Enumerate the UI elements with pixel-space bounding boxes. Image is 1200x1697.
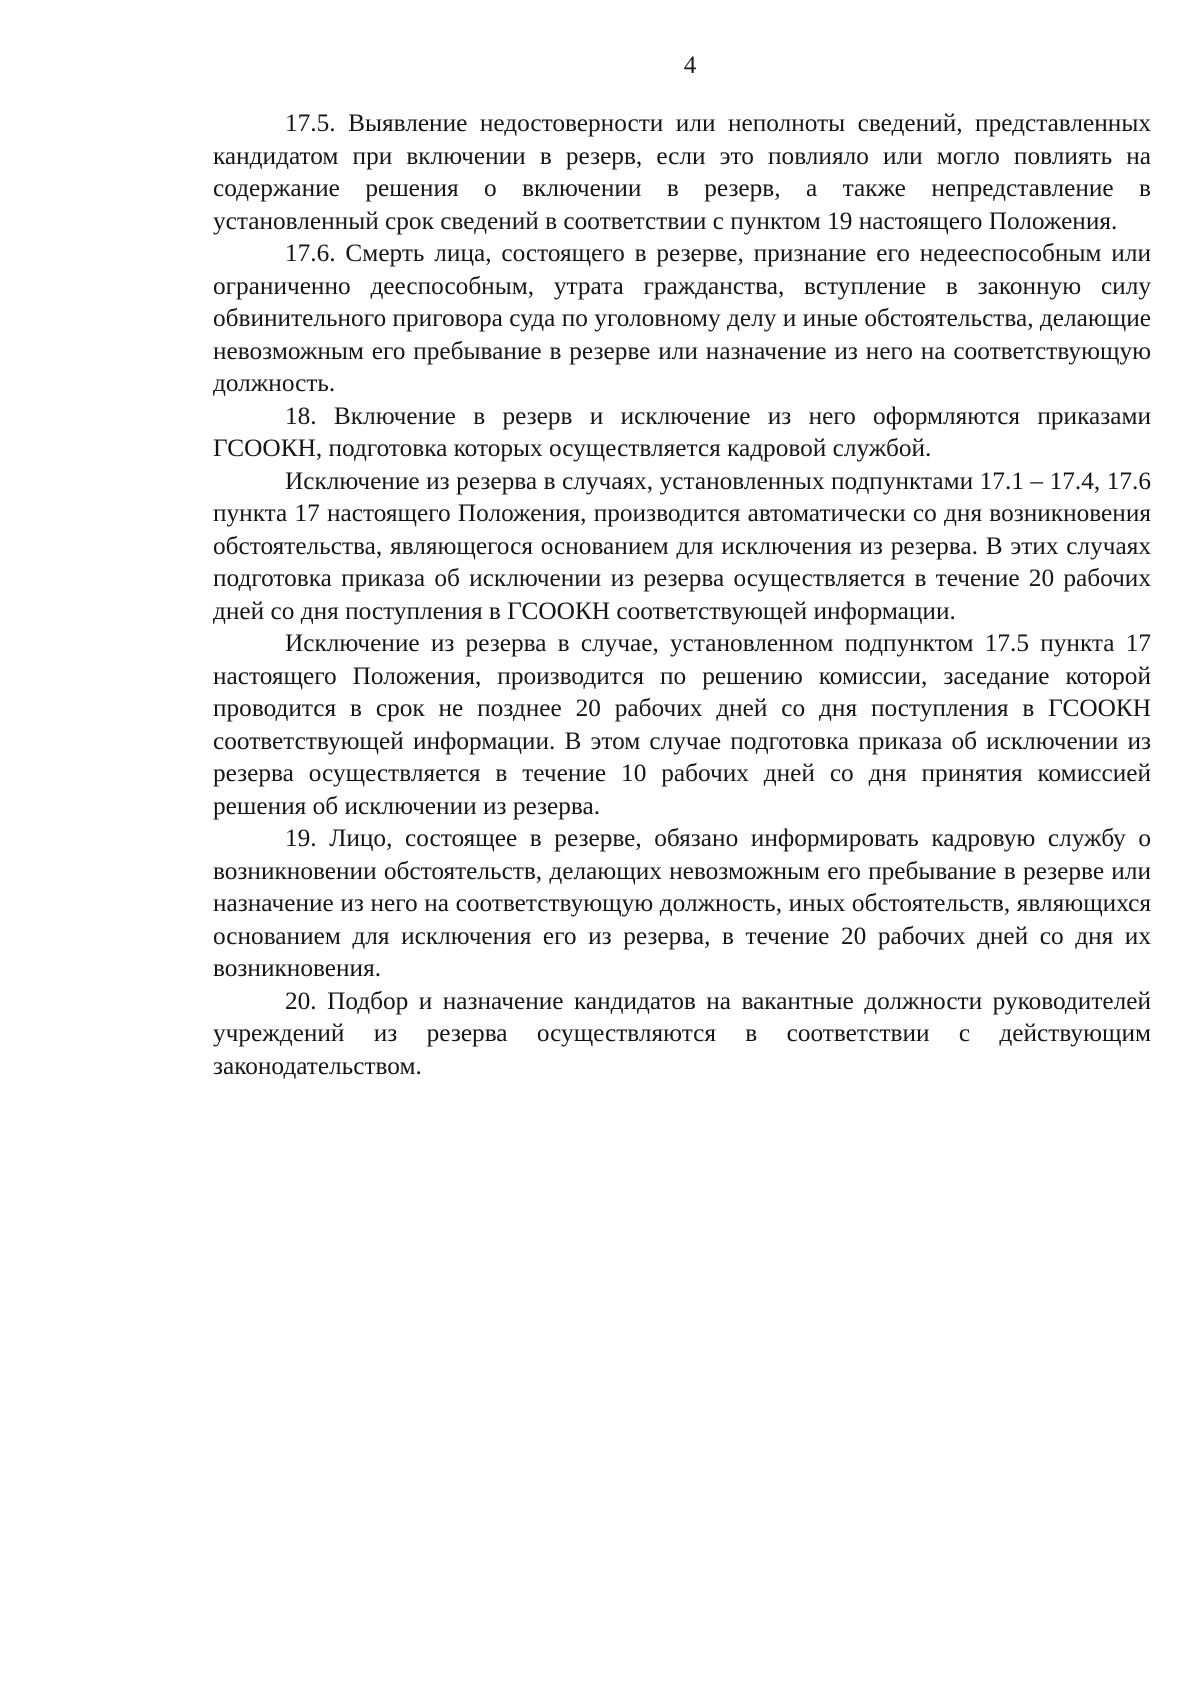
page-number: 4 [683,52,697,79]
paragraph-exclusion-commission: Исключение из резерва в случае, установленном подпунктом 17.5 пункта 17 настоящего Положения, производится по решению комиссии, заседание которой проводится в срок не позднее 20 рабочих дней со дня поступления в ГСООКН соответствующей информации. В этом случае подготовка приказа об исключении из резерва осуществляется в течение 10 рабочих дней со дня принятия комиссией решения об исключении из резерва. [213,629,1151,820]
paragraph-20: 20. Подбор и назначение кандидатов на вакантные должности руководителей учреждений из резерва осуществляются в соответствии с действующим законодательством. [213,986,1151,1080]
paragraph-17-5: 17.5. Выявление недостоверности или неполноты сведений, представленных кандидатом при включении в резерв, если это повлияло или могло повлиять на содержание решения о включении в резерв, а также непредставление в установленный срок сведений в соответствии с пунктом 19 настоящего Положения. [213,109,1151,235]
paragraph-exclusion-automatic: Исключение из резерва в случаях, установленных подпунктами 17.1 – 17.4, 17.6 пункта 17 настоящего Положения, производится автоматически со дня возникновения обстоятельства, являющегося основанием для исключения из резерва. В этих случаях подготовка приказа об исключении из резерва осуществляется в течение 20 рабочих дней со дня поступления в ГСООКН соответствующей информации. [213,466,1151,625]
paragraph-18: 18. Включение в резерв и исключение из него оформляются приказами ГСООКН, подготовка которых осуществляется кадровой службой. [213,401,1151,462]
paragraph-17-6: 17.6. Смерть лица, состоящего в резерве, признание его недееспособным или ограниченно дееспособным, утрата гражданства, вступление в законную силу обвинительного приговора суда по уголовному делу и иные обстоятельства, делающие невозможным его пребывание в резерве или назначение из него на соответствующую должность. [213,239,1151,397]
document-body [213,107,1151,1082]
paragraph-19: 19. Лицо, состоящее в резерве, обязано информировать кадровую службу о возникновении обстоятельств, делающих невозможным его пребывание в резерве или назначение из него на соответствующую должность, иных обстоятельств, являющихся основанием для исключения его из резерва, в течение 20 рабочих дней со дня их возникновения. [213,824,1151,982]
